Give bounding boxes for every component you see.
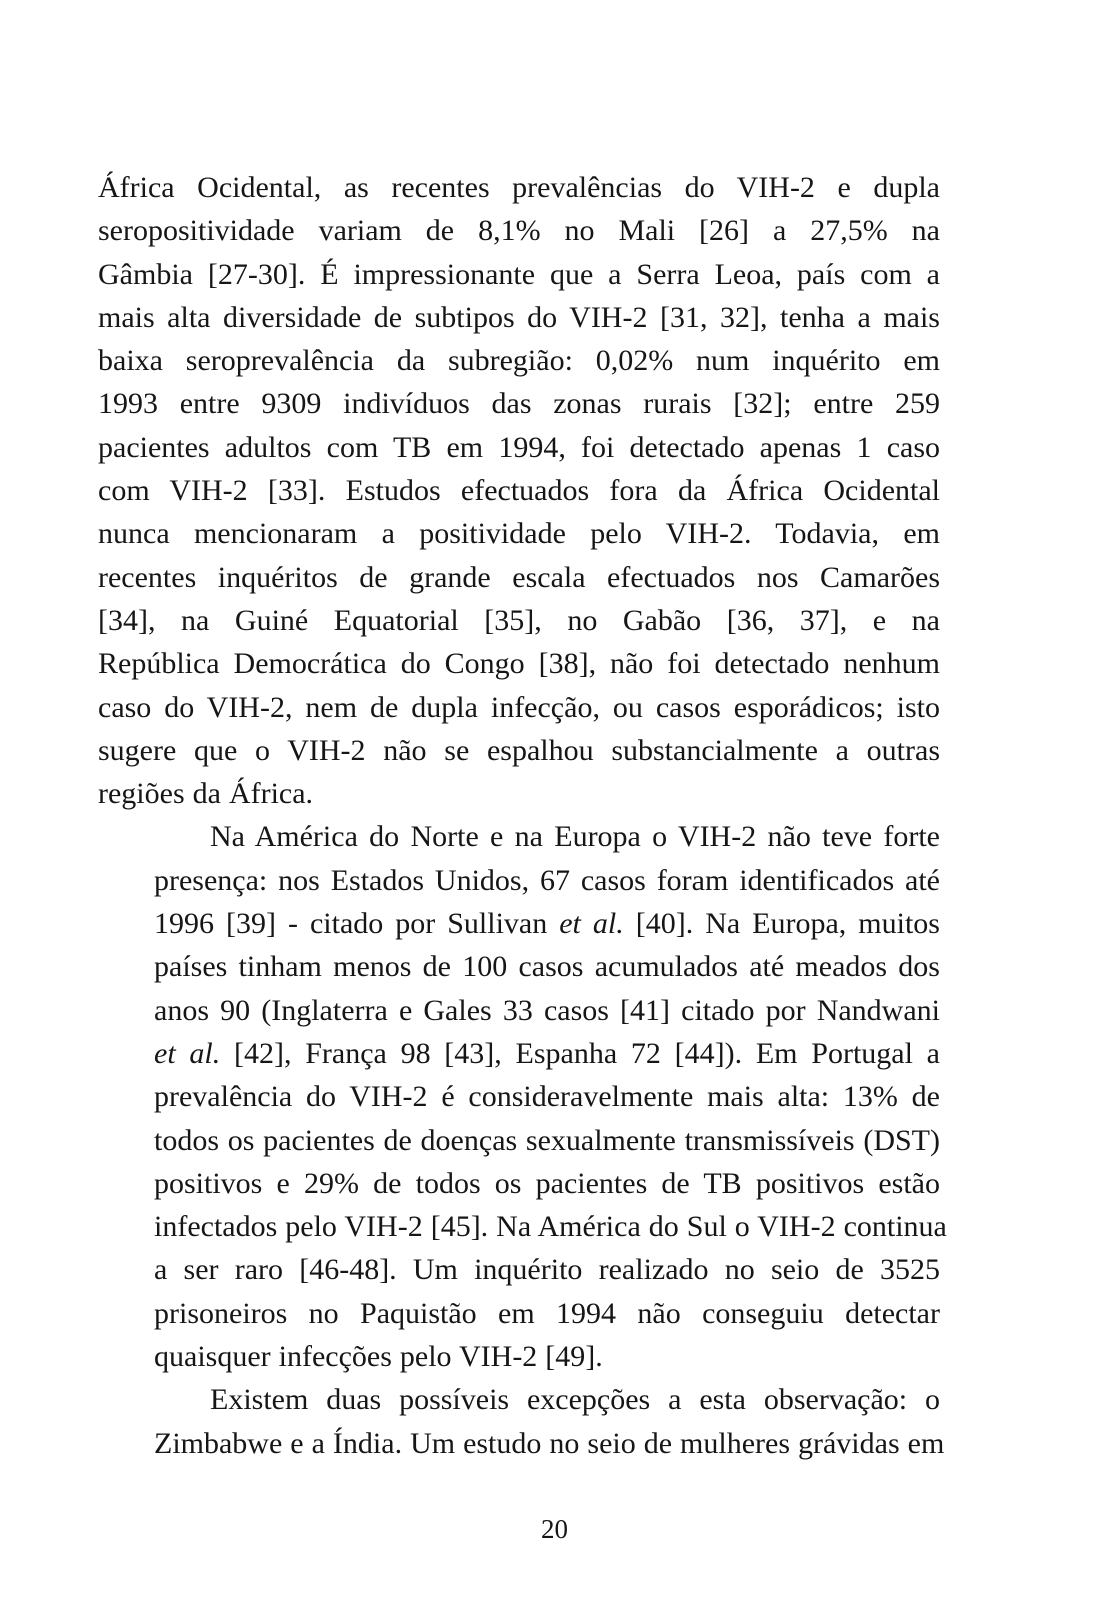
- text-line: todos os pacientes de doenças sexualmente transmissíveis (DST): [154, 1123, 940, 1157]
- text-line: prisoneiros no Paquistão em 1994 não conseguiu detectar: [154, 1296, 940, 1330]
- text-line: quaisquer infecções pelo VIH-2 [49].: [154, 1340, 603, 1374]
- text-line: Existem duas possíveis excepções a esta observação: o: [210, 1383, 940, 1417]
- text-line: positivos e 29% de todos os pacientes de TB positivos estão: [154, 1166, 940, 1200]
- paragraph-3: [98, 1378, 945, 1465]
- text-line: presença: nos Estados Unidos, 67 casos foram identificados até: [154, 863, 940, 897]
- text-line: países tinham menos de 100 casos acumulados até meados dos: [154, 950, 940, 984]
- paragraph-2: [98, 815, 947, 1378]
- text-line: pacientes adultos com TB em 1994, foi detectado apenas 1 caso: [98, 430, 940, 464]
- text-line: baixa seroprevalência da subregião: 0,02% num inquérito em: [98, 344, 940, 378]
- text-line: 1996 [39] - citado por Sullivan et al. [40]. Na Europa, muitos: [154, 907, 940, 941]
- page-body: [98, 166, 947, 1465]
- text-line: Zimbabwe e a Índia. Um estudo no seio de mulheres grávidas em: [154, 1426, 945, 1460]
- text-line: com VIH-2 [33]. Estudos efectuados fora da África Ocidental: [98, 474, 940, 508]
- text-line: África Ocidental, as recentes prevalências do VIH-2 e dupla: [98, 171, 940, 204]
- text-line: caso do VIH-2, nem de dupla infecção, ou casos esporádicos; isto: [98, 690, 940, 724]
- text-line: a ser raro [46-48]. Um inquérito realizado no seio de 3525: [154, 1253, 940, 1287]
- text-line: nunca mencionaram a positividade pelo VIH-2. Todavia, em: [98, 517, 940, 551]
- text-line: infectados pelo VIH-2 [45]. Na América do Sul o VIH-2 continua: [154, 1210, 947, 1244]
- text-line: et al. [42], França 98 [43], Espanha 72 [44]). Em Portugal a: [154, 1036, 940, 1070]
- text-line: Gâmbia [27-30]. É impressionante que a Serra Leoa, país com a: [98, 257, 940, 291]
- text-line: Na América do Norte e na Europa o VIH-2 não teve forte: [210, 820, 940, 854]
- text-line: mais alta diversidade de subtipos do VIH-2 [31, 32], tenha a mais: [98, 300, 940, 334]
- text-line: prevalência do VIH-2 é consideravelmente mais alta: 13% de: [154, 1080, 940, 1114]
- paragraph-1: [98, 166, 940, 815]
- text-line: seropositividade variam de 8,1% no Mali [26] a 27,5% na: [98, 214, 940, 248]
- text-line: 1993 entre 9309 indivíduos das zonas rurais [32]; entre 259: [98, 387, 940, 421]
- text-line: [34], na Guiné Equatorial [35], no Gabão [36, 37], e na: [98, 603, 940, 637]
- text-line: República Democrática do Congo [38], não foi detectado nenhum: [98, 647, 940, 681]
- page-number: 20: [541, 1514, 568, 1544]
- text-line: sugere que o VIH-2 não se espalhou substancialmente a outras: [98, 733, 940, 767]
- text-line: recentes inquéritos de grande escala efectuados nos Camarões: [98, 560, 940, 594]
- text-line: anos 90 (Inglaterra e Gales 33 casos [41] citado por Nandwani: [154, 993, 940, 1027]
- text-line: regiões da África.: [98, 777, 314, 811]
